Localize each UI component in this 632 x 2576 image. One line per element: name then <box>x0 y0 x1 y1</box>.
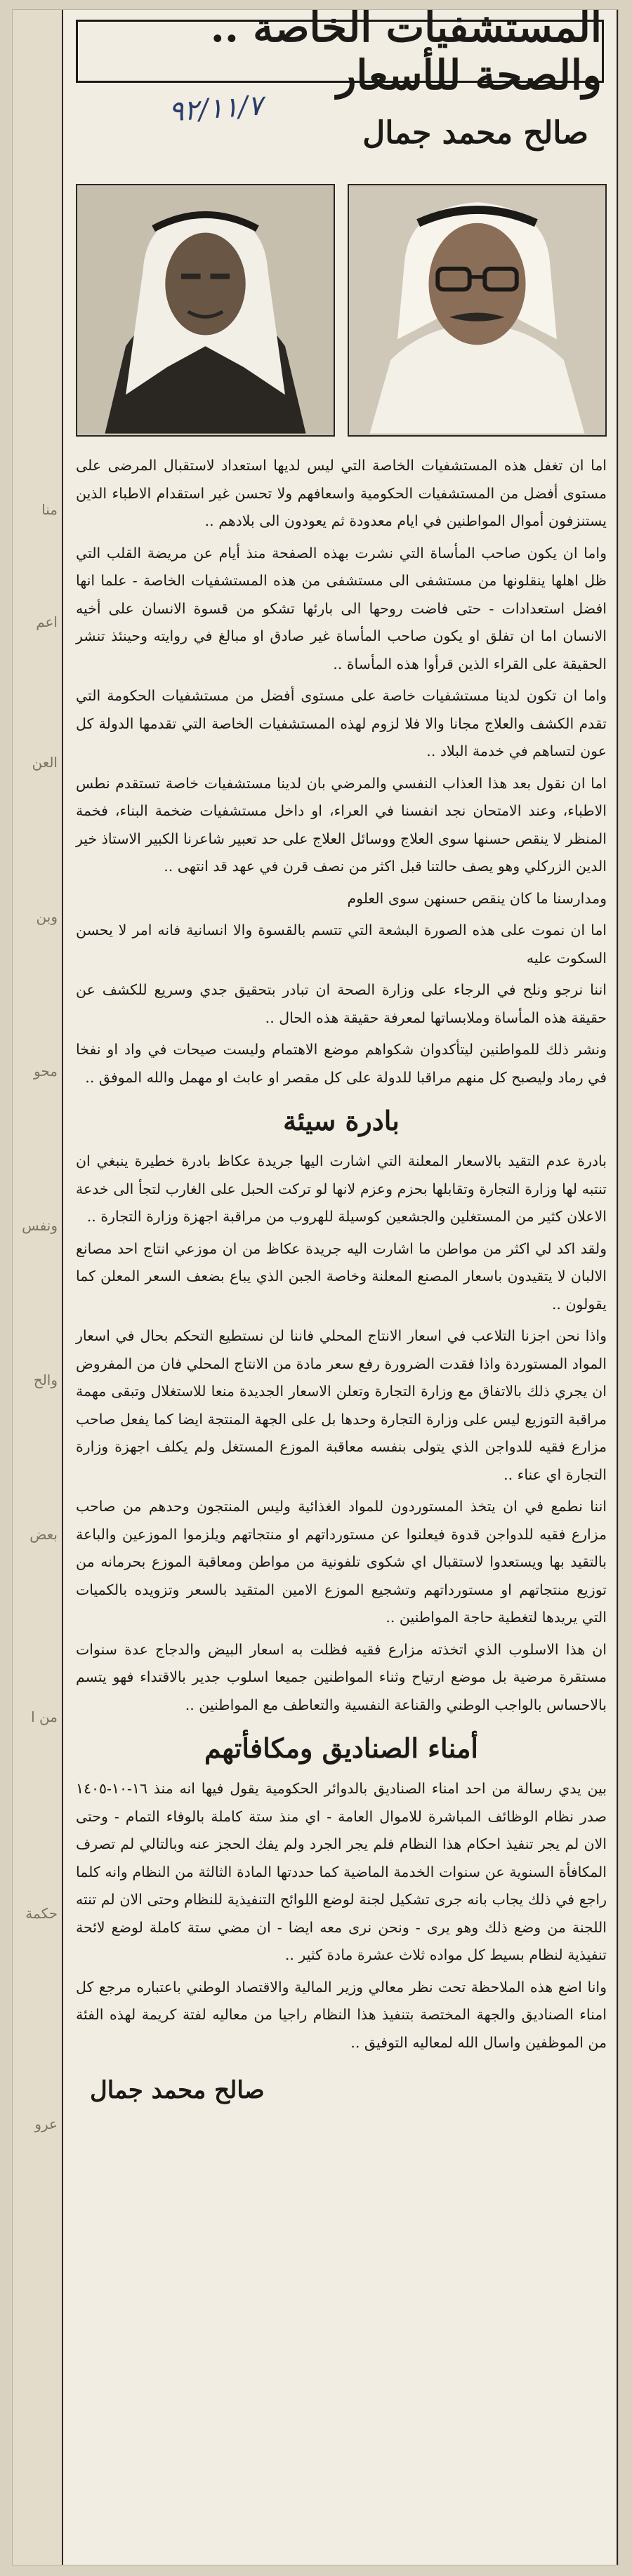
subheading-bad-sign: بادرة سيئة <box>283 1105 400 1136</box>
section-cashiers <box>76 1775 607 2057</box>
side-fragment: منا <box>41 501 58 518</box>
author-signature: صالح محمد جمال <box>90 2076 265 2104</box>
photo-portrait-right <box>348 184 607 437</box>
paragraph: واما ان تكون لدينا مستشفيات خاصة على مستوى أفضل من مستشفيات الحكومة التي تقدم الكشف والعلاج مجانا والا فلا لزوم لهذه المستشفيات الخاصة التي تقدمها الدولة كل عون لتساهم في خدمة البلاد .. <box>76 687 607 759</box>
adjacent-column-strip <box>13 10 62 2565</box>
side-fragment: محو <box>34 1063 58 1080</box>
side-fragment: ونفس <box>22 1217 58 1234</box>
paragraph: وانا اضع هذه الملاحظة تحت نظر معالي وزير المالية والاقتصاد الوطني باعتباره مرجع كل امناء الصناديق والجهة المختصة بتنفيذ هذا النظام راجيا من معاليه لفتة كريمة لهذه الفئة من الموظفين واسال الله لمعاليه التوفيق .. <box>76 1978 607 2051</box>
headline-banner <box>76 4 604 99</box>
paragraph: اما ان نموت على هذه الصورة البشعة التي تتسم بالقسوة والا انسانية فانه امر لا يحسن السكوت عليه <box>76 922 607 967</box>
article-column <box>62 4 618 2565</box>
paragraph: اننا نطمع في ان يتخذ المستوردون للمواد الغذائية وليس المنتجون وحدهم من صاحب مزارع فقيه للدواجن قدوة فيعلنوا عن مستورداتهم او منتجاتهم ويلزموا الموزعين والباعة بالتقيد بها ويستعدوا لاستقبال اي شكوى تلفونية من مواطن ومعاقبة الموزع بحرمانه من توزيع منتجاتهم او مستورداتهم وتشجيع الموزع الامين المتقيد بالسعر وتزويده بالكميات التي يريدها لتغطية حاجة المواطنين .. <box>76 1498 607 1626</box>
headline: المستشفيات الخاصة .. والصحة للأسعار <box>210 4 602 99</box>
paragraph: ان هذا الاسلوب الذي اتخذته مزارع فقيه فظلت به اسعار البيض والدجاج عدة سنوات مستقرة مرضية بل موضع ارتياح وثناء المواطنين جميعا اسلوب جدير بالاقتداء فهو يتسم بالاحساس بالواجب الوطني والقناعة النفسية والتعاطف مع المواطنين .. <box>76 1640 607 1713</box>
photo-portrait-left <box>76 184 335 437</box>
author-byline: صالح محمد جمال <box>362 115 588 151</box>
newspaper-clipping <box>13 4 618 2565</box>
subheading-cashiers: أمناء الصناديق ومكافأتهم <box>204 1732 478 1764</box>
portrait-ghutra-icon <box>77 185 334 435</box>
paragraph: اما ان تغفل هذه المستشفيات الخاصة التي ليس لديها استعداد لاستقبال المرضى على مستوى أفضل من المستشفيات الحكومية واسعافهم ولا تحسن غير استقدام الاطباء الذين يستنزفون أموال المواطنين في ايام معدودة ثم يعودون الى بلادهم .. <box>76 457 607 529</box>
section-bad-sign <box>76 1148 607 1719</box>
side-fragment: عرو <box>34 2116 58 2132</box>
article-body <box>76 452 607 2110</box>
section-main <box>76 452 607 1091</box>
side-fragment: العن <box>32 754 58 771</box>
paragraph: بين يدي رسالة من احد امناء الصناديق بالدوائر الحكومية يقول فيها انه منذ ١٦-١٠-١٤٠٥ صدر نظام الوظائف المباشرة للاموال العامة - اي منذ ستة كاملة بالوفاء التمام - وحتى الان لم يجر تنفيذ احكام هذا النظام فلم يجر الجرد ولم يفك الحجز عنه وبالتالي لم تصرف المكافأة السنوية عن سنوات الخدمة الماضية كما حددتها المادة الثالثة من النظام وانه كلما راجع في ذلك يجاب بانه جرى تشكيل لجنة لوضع اللوائح التنفيذية للنظام وحتى الان لم تنته اللجنة من وضع ذلك وهو يرى - ونحن نرى معه ايضا - ان مضي ستة كاملة لوضع لائحة تنفيذية لنظام بسيط كل مواده ثلاث عشرة مادة كثير .. <box>76 1780 607 1963</box>
paragraph: ونشر ذلك للمواطنين ليتأكدوان شكواهم موضع الاهتمام وليست صيحات في واد او نفخا في رماد وليصبح كل منهم مراقبا للدولة على كل مقصر او عابث او مهمل والله الموفق .. <box>76 1041 607 1086</box>
paragraph: ولقد اكد لي اكثر من مواطن ما اشارت اليه جريدة عكاظ من ان موزعي انتاج احد مصانع الالبان لا يتقيدون باسعار المصنع المعلنة وخاصة الجبن الذي يباع بضعف السعر المعلن كما يقولون .. <box>76 1240 607 1313</box>
paragraph: اننا نرجو ونلح في الرجاء على وزارة الصحة ان تبادر بتحقيق جدي وسريع للكشف عن حقيقة هذه المأساة وملابساتها لمعرفة حقيقة هذه الحال .. <box>76 981 607 1026</box>
side-fragment: بعض <box>29 1526 58 1543</box>
paragraph: واذا نحن اجزنا التلاعب في اسعار الانتاج المحلي فاننا لن نستطيع التحكم بحال في اسعار المواد المستوردة واذا فقدت الضرورة رفع سعر مادة من الانتاج المحلي فان من المفروض ان يجري ذلك بالاتفاق مع وزارة التجارة وتعلن الاسعار الجديدة منعا للاستغلال وتبقى مهمة مراقبة التوزيع ليس على وزارة التجارة وحدها بل على الجهة المنتجة ايضا كما يفعل صاحب مزارع فقيه للدواجن الذي يتولى بنفسه معاقبة الموزع المستغل ولم يكلف اجهزة وزارة التجارة اي عناء .. <box>76 1327 607 1483</box>
photo-row <box>76 184 607 437</box>
paragraph: واما ان يكون صاحب المأساة التي نشرت بهذه الصفحة منذ أيام عن مريضة القلب التي ظل اهلها ينقلونها من مستشفى الى مستشفى من هذه المستشفيات الخاصة - علما انها افضل استعدادات - حتى فاضت روحها الى بارئها تشكو من قسوة الانسان على أخيه الانسان اما ان تفلق او يكون صاحب المأساة غير صادق او مبالغ في روايته وحينئذ تنشر الحقيقة على القراء الذين قرأوا هذه المأساة .. <box>76 544 607 672</box>
side-fragment: والح <box>33 1372 58 1388</box>
side-fragment: حكمة <box>25 1905 58 1922</box>
paragraph: اما ان نقول بعد هذا العذاب النفسي والمرضي بان لدينا مستشفيات خاصة تستقدم نطس الاطباء، وعند الامتحان نجد انفسنا في العراء، او داخل مستشفيات ضخمة البناء، فخمة المنظر لا ينقص حسنها سوى العلاج ووسائل العلاج على حد تعبير شاعرنا الكبير الاستاذ خير الدين الزركلي وهو يصف حالتنا قبل اكثر من نصف قرن في عهد قد انتهى .. <box>76 774 607 875</box>
paragraph: ومدارسنا ما كان ينقص حسنهن سوى العلوم <box>347 889 607 907</box>
handwritten-date: ٩٢/١١/٧ <box>167 89 264 128</box>
side-fragment: من ا <box>31 1708 58 1725</box>
side-fragment: وبن <box>36 908 58 925</box>
side-fragment: اعم <box>36 613 58 630</box>
paragraph: بادرة عدم التقيد بالاسعار المعلنة التي اشارت اليها جريدة عكاظ بادرة خطيرة ينبغي ان تنتبه لها وزارة التجارة وتقابلها بحزم وعزم لانها لو تركت الحبل على الغارب لتجأ الى خدعة الاعلان كثير من المستغلين والجشعين كوسيلة للهروب من مراقبة اجهزة وزارة التجارة .. <box>76 1153 607 1225</box>
portrait-glasses-icon <box>349 185 605 435</box>
